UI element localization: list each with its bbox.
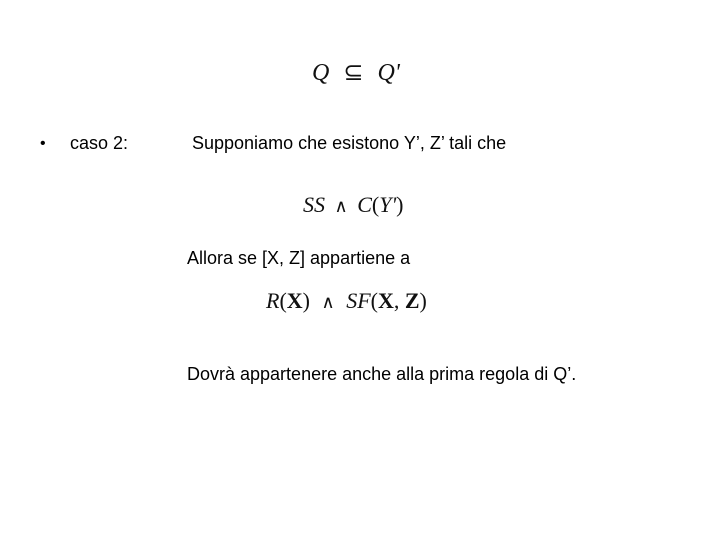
- formula-ss: SS: [303, 192, 325, 217]
- formula-r: R: [266, 288, 280, 313]
- formula-sf: SF: [346, 288, 371, 313]
- condition-formula: SS ∧ C(Y'): [303, 192, 404, 217]
- formula-x: X: [286, 288, 303, 313]
- formula-y-prime: Y': [379, 192, 397, 217]
- bullet-icon: •: [40, 135, 46, 152]
- formula-x-2: X: [377, 288, 394, 313]
- subset-operator: ⊆: [343, 58, 364, 86]
- supposition-text: Supponiamo che esistono Y’, Z’ tali che: [192, 133, 507, 153]
- case-label: caso 2:: [70, 133, 129, 153]
- conclusion-text: Dovrà appartenere anche alla prima regola di Q’.: [187, 364, 577, 384]
- and-operator: ∧: [334, 196, 348, 217]
- and-operator-2: ∧: [321, 292, 335, 313]
- formula-c: C: [357, 192, 372, 217]
- formula-q: Q: [312, 60, 330, 86]
- subset-formula: [312, 58, 400, 87]
- consequence-text: Allora se [X, Z] appartiene a: [187, 248, 411, 268]
- formula-q-prime: Q': [377, 60, 400, 86]
- membership-formula: R(X) ∧ SF(X, Z): [266, 288, 427, 313]
- formula-z: Z: [404, 288, 420, 313]
